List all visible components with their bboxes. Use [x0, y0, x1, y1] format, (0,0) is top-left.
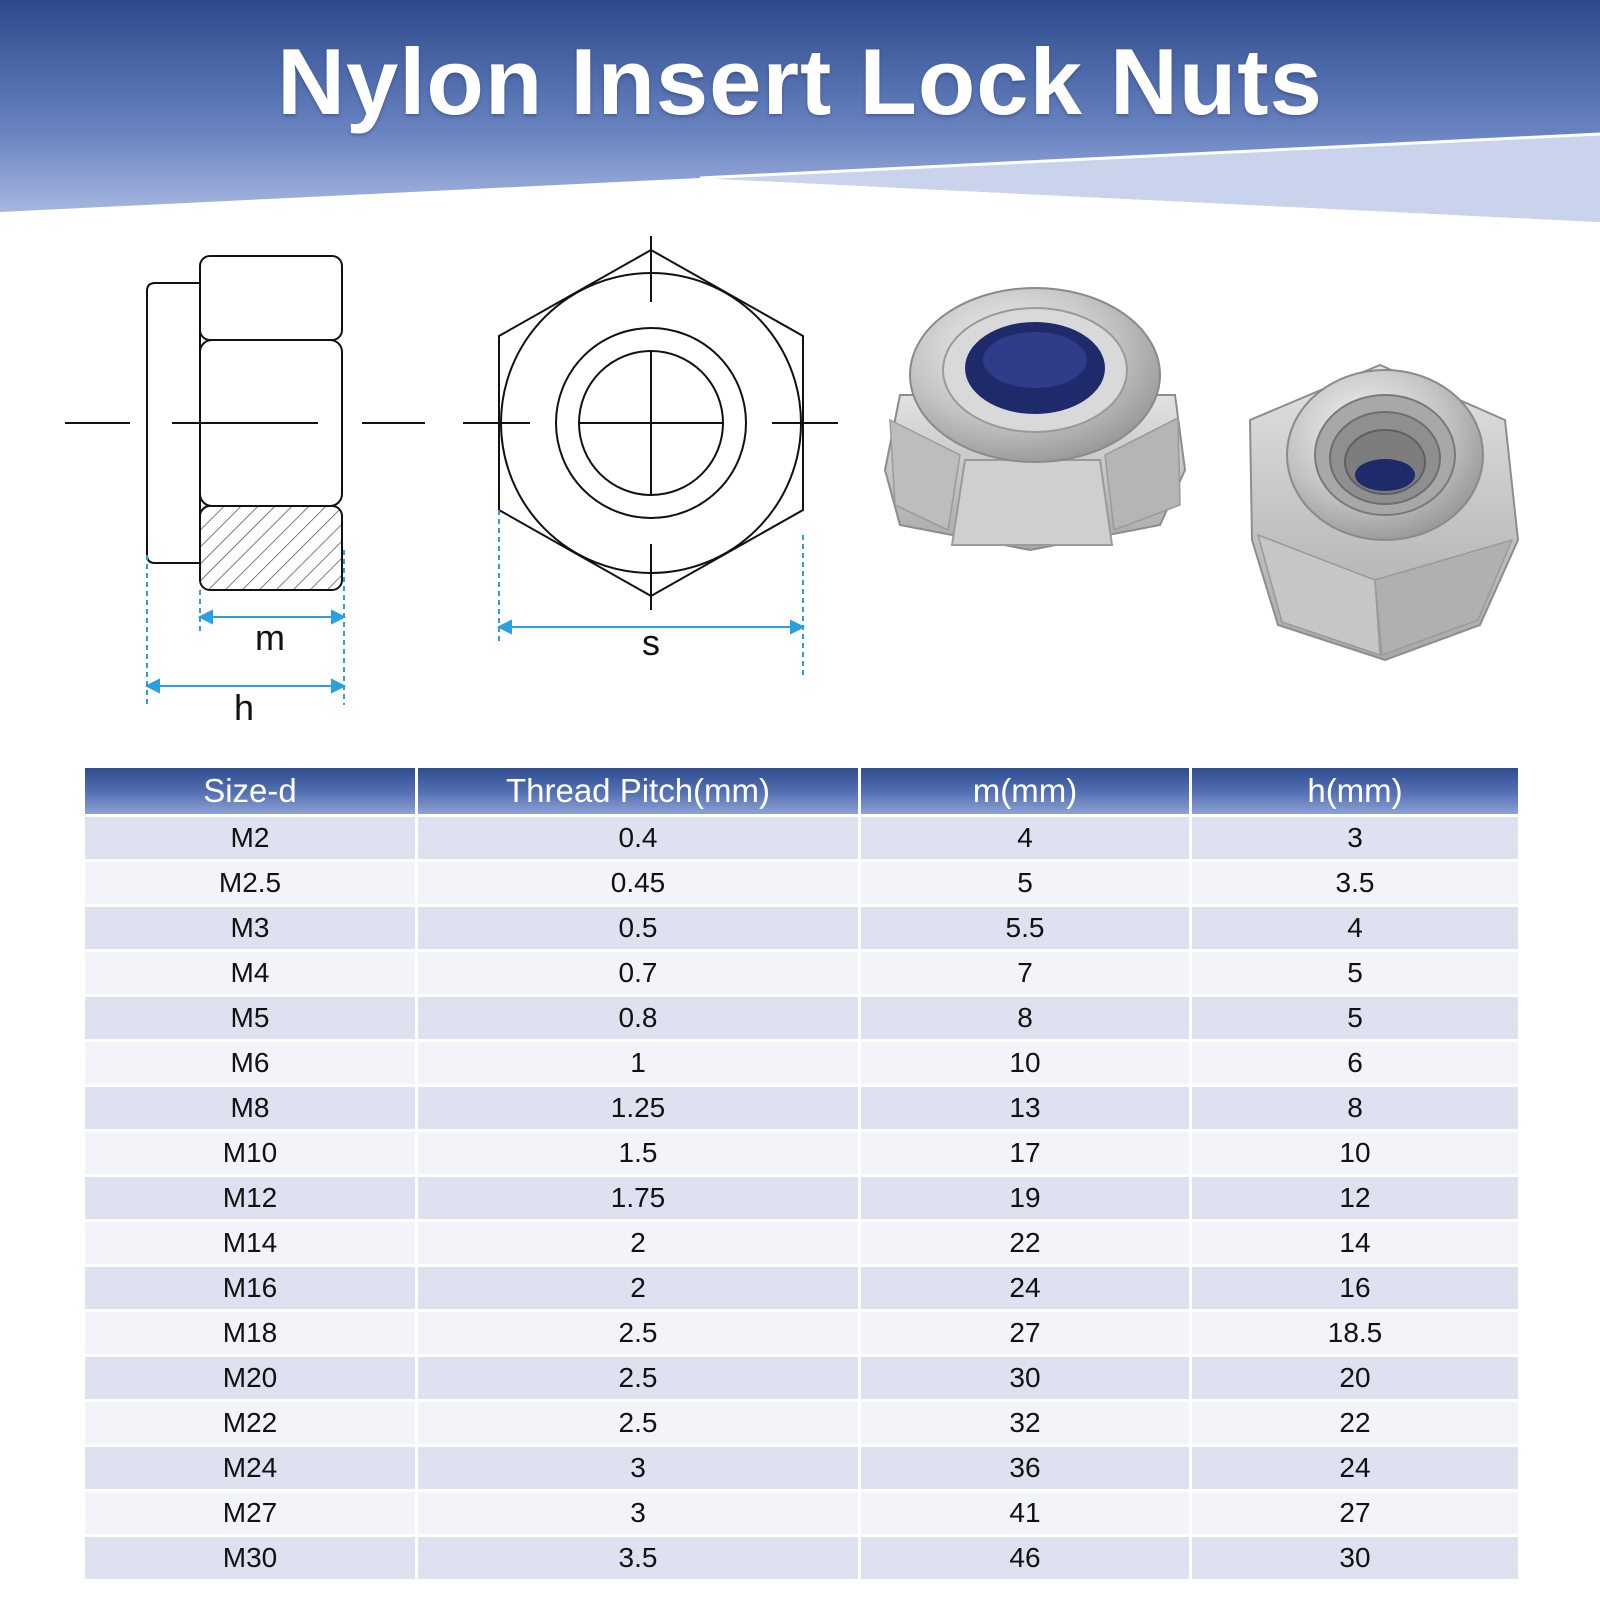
table-row	[85, 1267, 1518, 1309]
cell-h: 30	[1192, 1537, 1518, 1579]
cell-thread-pitch: 3.5	[418, 1537, 858, 1579]
table-row	[85, 1312, 1518, 1354]
cell-size: M2.5	[85, 862, 415, 904]
cell-thread-pitch: 0.45	[418, 862, 858, 904]
cell-thread-pitch: 2	[418, 1267, 858, 1309]
cell-m: 10	[861, 1042, 1189, 1084]
cell-m: 7	[861, 952, 1189, 994]
cell-h: 18.5	[1192, 1312, 1518, 1354]
cell-h: 5	[1192, 997, 1518, 1039]
cell-m: 22	[861, 1222, 1189, 1264]
cell-size: M10	[85, 1132, 415, 1174]
table-row	[85, 1042, 1518, 1084]
cell-thread-pitch: 1	[418, 1042, 858, 1084]
cell-m: 24	[861, 1267, 1189, 1309]
cell-m: 46	[861, 1537, 1189, 1579]
cell-h: 10	[1192, 1132, 1518, 1174]
cell-size: M22	[85, 1402, 415, 1444]
cell-h: 6	[1192, 1042, 1518, 1084]
cell-h: 16	[1192, 1267, 1518, 1309]
table-row	[85, 907, 1518, 949]
cell-size: M2	[85, 817, 415, 859]
cell-size: M6	[85, 1042, 415, 1084]
cell-h: 14	[1192, 1222, 1518, 1264]
cell-thread-pitch: 1.75	[418, 1177, 858, 1219]
top-view-centerlines	[463, 236, 838, 610]
cell-h: 3.5	[1192, 862, 1518, 904]
cell-m: 41	[861, 1492, 1189, 1534]
table-row	[85, 817, 1518, 859]
cell-h: 24	[1192, 1447, 1518, 1489]
nut-photo-nylon-side	[885, 288, 1185, 550]
cell-thread-pitch: 3	[418, 1447, 858, 1489]
cell-size: M20	[85, 1357, 415, 1399]
nut-dimension-diagram	[0, 225, 1600, 745]
cell-thread-pitch: 2.5	[418, 1312, 858, 1354]
page-title: Nylon Insert Lock Nuts	[277, 29, 1323, 134]
cell-m: 5.5	[861, 907, 1189, 949]
table-row	[85, 1402, 1518, 1444]
table-row	[85, 1357, 1518, 1399]
cell-m: 36	[861, 1447, 1189, 1489]
cell-size: M8	[85, 1087, 415, 1129]
cell-h: 3	[1192, 817, 1518, 859]
cell-h: 22	[1192, 1402, 1518, 1444]
cell-size: M14	[85, 1222, 415, 1264]
cell-size: M24	[85, 1447, 415, 1489]
cell-m: 17	[861, 1132, 1189, 1174]
cell-h: 5	[1192, 952, 1518, 994]
cell-size: M12	[85, 1177, 415, 1219]
cell-h: 27	[1192, 1492, 1518, 1534]
cell-thread-pitch: 2	[418, 1222, 858, 1264]
cell-h: 4	[1192, 907, 1518, 949]
header-m: m(mm)	[861, 768, 1189, 814]
cell-h: 20	[1192, 1357, 1518, 1399]
table-row	[85, 1132, 1518, 1174]
cell-thread-pitch: 2.5	[418, 1402, 858, 1444]
cell-thread-pitch: 0.8	[418, 997, 858, 1039]
specification-table	[82, 765, 1521, 1582]
cell-m: 8	[861, 997, 1189, 1039]
cell-thread-pitch: 1.25	[418, 1087, 858, 1129]
dimension-label-m: m	[255, 617, 285, 658]
cell-size: M3	[85, 907, 415, 949]
table-row	[85, 862, 1518, 904]
cell-size: M30	[85, 1537, 415, 1579]
header-size: Size-d	[85, 768, 415, 814]
dimension-label-h: h	[233, 687, 255, 728]
table-header-row	[85, 768, 1518, 814]
cell-thread-pitch: 3	[418, 1492, 858, 1534]
cell-h: 12	[1192, 1177, 1518, 1219]
header-thread-pitch: Thread Pitch(mm)	[418, 768, 858, 814]
table-row	[85, 1537, 1518, 1579]
nut-photo-thread-side	[1250, 365, 1518, 660]
cell-size: M16	[85, 1267, 415, 1309]
cell-m: 27	[861, 1312, 1189, 1354]
cell-m: 5	[861, 862, 1189, 904]
cell-m: 32	[861, 1402, 1189, 1444]
cell-thread-pitch: 1.5	[418, 1132, 858, 1174]
dimension-label-s: s	[642, 622, 660, 663]
cell-size: M27	[85, 1492, 415, 1534]
table-row	[85, 1222, 1518, 1264]
cell-size: M5	[85, 997, 415, 1039]
table-row	[85, 997, 1518, 1039]
cell-m: 13	[861, 1087, 1189, 1129]
cell-size: M18	[85, 1312, 415, 1354]
table-row	[85, 1447, 1518, 1489]
table-row	[85, 1087, 1518, 1129]
table-row	[85, 952, 1518, 994]
cell-thread-pitch: 0.4	[418, 817, 858, 859]
cell-size: M4	[85, 952, 415, 994]
cell-m: 19	[861, 1177, 1189, 1219]
cell-thread-pitch: 0.7	[418, 952, 858, 994]
table-row	[85, 1177, 1518, 1219]
cell-thread-pitch: 0.5	[418, 907, 858, 949]
header-h: h(mm)	[1192, 768, 1518, 814]
cell-m: 4	[861, 817, 1189, 859]
cell-m: 30	[861, 1357, 1189, 1399]
table-row	[85, 1492, 1518, 1534]
cell-thread-pitch: 2.5	[418, 1357, 858, 1399]
cell-h: 8	[1192, 1087, 1518, 1129]
